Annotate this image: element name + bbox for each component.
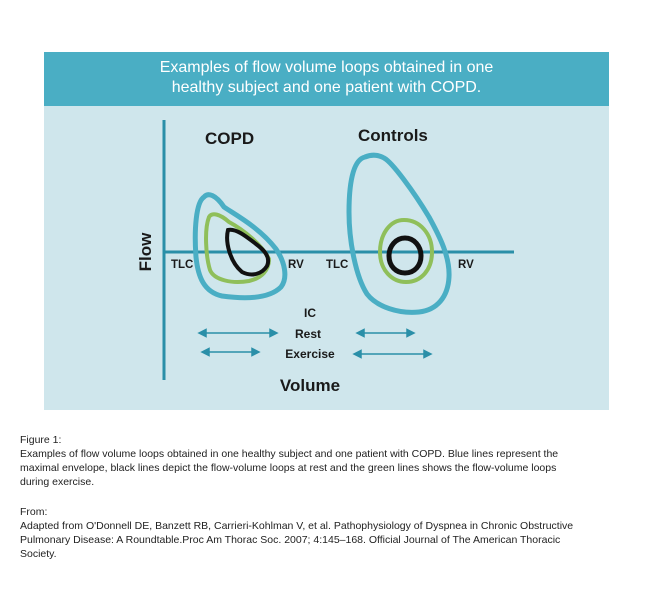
controls-rest-ic-arrow <box>357 330 414 337</box>
source-line-2: Pulmonary Disease: A Roundtable.Proc Am Thorac Soc. 2007; 4:145–168. Official Journal of The American Thoracic <box>20 534 561 546</box>
controls-rv-label: RV <box>458 259 474 271</box>
controls-rest-loop <box>389 238 421 273</box>
controls-label: Controls <box>358 126 428 145</box>
flow-volume-diagram <box>44 52 609 410</box>
volume-axis-label: Volume <box>279 376 341 395</box>
figure-panel <box>44 52 609 410</box>
caption-line-1: Examples of flow volume loops obtained in one healthy subject and one patient with COPD. Blue lines represent the <box>20 448 559 460</box>
figure-title-line-2: healthy subject and one patient with COPD. <box>171 79 482 96</box>
figure-caption <box>20 433 630 489</box>
from-label: From: <box>20 506 48 518</box>
copd-label: COPD <box>205 129 255 148</box>
figure-title-line-1: Examples of flow volume loops obtained in one <box>159 59 494 76</box>
caption-line-3: during exercise. <box>20 476 95 488</box>
source-citation <box>20 505 630 561</box>
controls-exercise-ic-arrow <box>354 351 431 358</box>
controls-tlc-label: TLC <box>326 259 349 271</box>
copd-exercise-ic-arrow <box>202 349 259 356</box>
figure-number: Figure 1: <box>20 434 62 446</box>
source-line-1: Adapted from O'Donnell DE, Banzett RB, Carrieri-Kohlman V, et al. Pathophysiology of Dyspnea in Chronic Obstructive <box>20 520 574 532</box>
source-line-3: Society. <box>20 548 57 560</box>
controls-maximal-envelope <box>349 155 449 312</box>
caption-line-2: maximal envelope, black lines depict the flow-volume loops at rest and the green lines shows the flow-volume loops <box>20 462 557 474</box>
rest-label: Rest <box>294 327 322 341</box>
copd-tlc-label: TLC <box>171 259 194 271</box>
exercise-label: Exercise <box>285 347 335 361</box>
flow-axis-label: Flow <box>136 232 155 272</box>
ic-label: IC <box>304 306 316 320</box>
copd-rest-ic-arrow <box>199 330 277 337</box>
copd-rv-label: RV <box>288 259 304 271</box>
